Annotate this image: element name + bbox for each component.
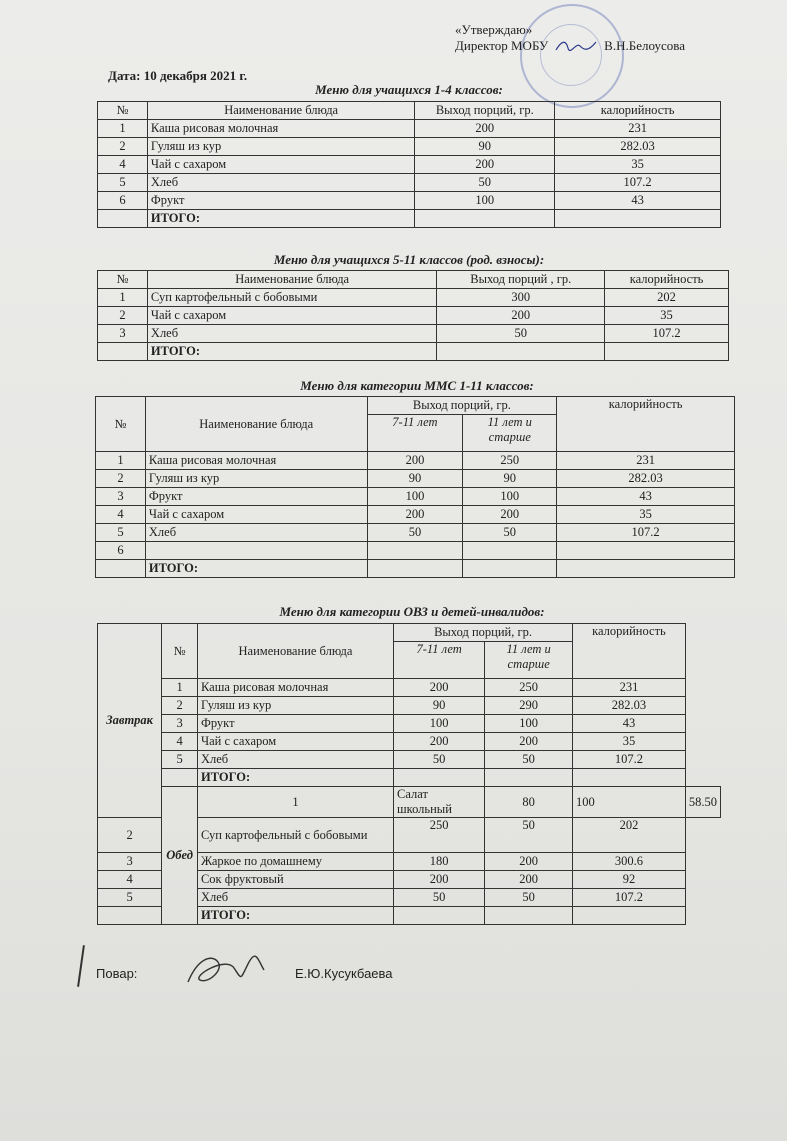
col-portion: Выход порций, гр.: [394, 624, 573, 642]
total-label: ИТОГО:: [145, 560, 367, 578]
col-name: Наименование блюда: [147, 271, 436, 289]
table-row: 5 Хлеб 50 50 107.2: [98, 751, 721, 769]
cook-name: Е.Ю.Кусукбаева: [295, 966, 393, 981]
table-header-row: [96, 397, 735, 415]
menu2-caption: Меню для учащихся 5-11 классов (род. взносы):: [273, 252, 545, 267]
table-row: 4 Сок фруктовый 200 200 92: [98, 871, 721, 889]
table-row: 2 Суп картофельный с бобовыми 250 50 202: [98, 818, 721, 853]
total-label: ИТОГО:: [147, 210, 415, 228]
menu2-table: [97, 270, 729, 361]
total-row: [98, 769, 721, 787]
col-num: №: [98, 271, 148, 289]
table-header-row: [98, 271, 729, 289]
table-row: 3 Фрукт 100 100 43: [98, 715, 721, 733]
table-row: 3 Фрукт 100 100 43: [96, 488, 735, 506]
menu3-caption: Меню для категории ММС 1-11 классов:: [300, 378, 534, 393]
col-cal: калорийность: [573, 624, 686, 679]
menu4-table: [97, 623, 721, 925]
col-cal: калорийность: [555, 102, 721, 120]
approval-block: [455, 22, 685, 54]
table-row: 2 Гуляш из кур 90 282.03: [98, 138, 721, 156]
table-row: 5 Хлеб 50 50 107.2: [96, 524, 735, 542]
table-row: 1 Суп картофельный с бобовыми 300 202: [98, 289, 729, 307]
total-label: ИТОГО:: [197, 769, 393, 787]
table-row: 1 Каша рисовая молочная 200 250 231: [98, 679, 721, 697]
table-row: 2 Гуляш из кур 90 90 282.03: [96, 470, 735, 488]
table-row: 1 Каша рисовая молочная 200 231: [98, 120, 721, 138]
table-header-row: [98, 624, 721, 642]
table-header-row: [98, 102, 721, 120]
menu-date: Дата: 10 декабря 2021 г.: [108, 68, 248, 83]
menu3-table: [95, 396, 735, 578]
cook-signature-icon: [178, 950, 268, 990]
director-signature-icon: [554, 38, 598, 54]
table-row: 3 Жаркое по домашнему 180 200 300.6: [98, 853, 721, 871]
breakfast-label: Завтрак: [98, 624, 162, 818]
col-age-11-plus: 11 лет и старше: [463, 415, 557, 452]
table-row: 2 Чай с сахаром 200 35: [98, 307, 729, 325]
table-row: 5 Хлеб 50 50 107.2: [98, 889, 721, 907]
margin-mark: [77, 945, 85, 987]
col-num: №: [98, 102, 148, 120]
col-portion: Выход порций, гр.: [415, 102, 555, 120]
col-name: Наименование блюда: [197, 624, 393, 679]
table-row: 3 Хлеб 50 107.2: [98, 325, 729, 343]
col-name: Наименование блюда: [145, 397, 367, 452]
total-row: [96, 560, 735, 578]
col-num: №: [162, 624, 198, 679]
table-row: 6 Фрукт 100 43: [98, 192, 721, 210]
cook-label: Повар:: [96, 966, 138, 981]
col-cal: калорийность: [605, 271, 729, 289]
total-label: ИТОГО:: [147, 343, 436, 361]
table-row: 2 Гуляш из кур 90 290 282.03: [98, 697, 721, 715]
total-label: ИТОГО:: [197, 907, 393, 925]
table-row: 4 Чай с сахаром 200 200 35: [96, 506, 735, 524]
col-age-11-plus: 11 лет и старше: [485, 642, 573, 679]
table-row: 4 Чай с сахаром 200 35: [98, 156, 721, 174]
col-age-7-11: 7-11 лет: [394, 642, 485, 679]
col-name: Наименование блюда: [147, 102, 415, 120]
col-portion: Выход порций , гр.: [437, 271, 605, 289]
table-row: Обед 1 Салат школьный 80 100 58.50: [98, 787, 721, 818]
menu1-caption: Меню для учащихся 1-4 классов:: [315, 82, 503, 97]
table-row: 5 Хлеб 50 107.2: [98, 174, 721, 192]
approver-position: Директор МОБУ: [455, 38, 549, 53]
col-num: №: [96, 397, 146, 452]
lunch-label: Обед: [162, 787, 198, 925]
table-row: 4 Чай с сахаром 200 200 35: [98, 733, 721, 751]
menu1-table: [97, 101, 721, 228]
table-row: 6: [96, 542, 735, 560]
total-row: [98, 343, 729, 361]
director-name: В.Н.Белоусова: [604, 38, 685, 53]
col-portion: Выход порций, гр.: [367, 397, 557, 415]
menu4-caption: Меню для категории ОВЗ и детей-инвалидов:: [279, 604, 545, 619]
col-age-7-11: 7-11 лет: [367, 415, 463, 452]
col-cal: калорийность: [557, 397, 735, 452]
approve-word: «Утверждаю»: [455, 22, 533, 37]
total-row: [98, 210, 721, 228]
table-row: 1 Каша рисовая молочная 200 250 231: [96, 452, 735, 470]
